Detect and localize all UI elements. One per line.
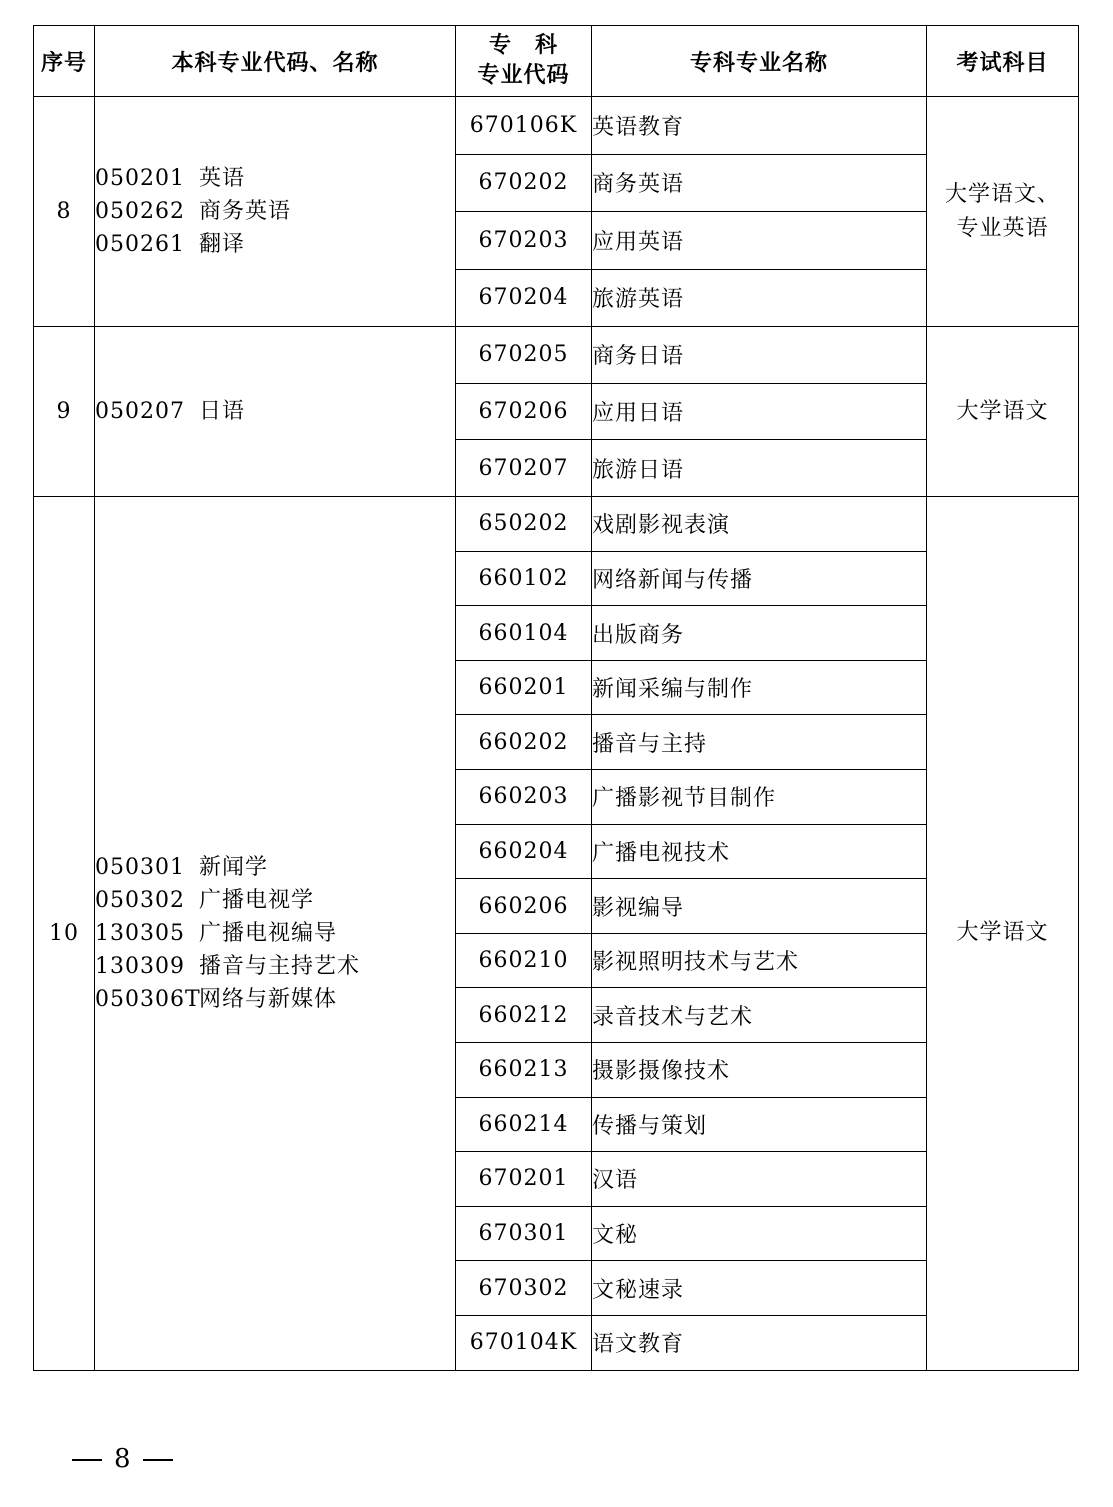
table-body (34, 97, 1079, 1371)
exam-subject-line: 专业英语 (956, 215, 1049, 241)
college-code-cell: 660213 (456, 1043, 592, 1098)
college-name-cell: 应用英语 (592, 212, 927, 270)
college-code-cell: 670204 (456, 269, 592, 327)
bachelor-major-code: 130305 (95, 920, 185, 946)
seq-cell: 8 (34, 97, 95, 327)
college-code-cell: 670205 (456, 327, 592, 384)
college-code-cell: 670106K (456, 97, 592, 155)
college-name-cell: 网络新闻与传播 (592, 551, 927, 606)
bachelor-major (95, 195, 455, 228)
bachelor-major (95, 228, 455, 261)
college-code-cell: 660202 (456, 715, 592, 770)
college-code-cell: 670301 (456, 1206, 592, 1261)
exam-subject-line: 大学语文、 (944, 181, 1060, 207)
college-code-cell: 670202 (456, 154, 592, 212)
college-name-cell: 戏剧影视表演 (592, 497, 927, 552)
college-code-cell: 670104K (456, 1315, 592, 1370)
college-code-cell: 660102 (456, 551, 592, 606)
footer-dash-right (143, 1459, 173, 1461)
college-name-cell: 影视编导 (592, 879, 927, 934)
bachelor-major-code: 050301 (95, 854, 185, 880)
college-name-cell: 广播电视技术 (592, 824, 927, 879)
college-name-cell: 汉语 (592, 1152, 927, 1207)
bachelor-major (95, 884, 455, 917)
college-name-cell: 新闻采编与制作 (592, 660, 927, 715)
bachelor-major-name: 翻译 (199, 232, 246, 257)
seq-cell: 9 (34, 327, 95, 497)
bachelor-major-name: 新闻学 (199, 854, 269, 880)
bachelor-major (95, 851, 455, 884)
header-college-code-line2: 专业代码 (477, 63, 570, 88)
college-name-cell: 影视照明技术与艺术 (592, 933, 927, 988)
college-code-cell: 660212 (456, 988, 592, 1043)
page-number: 8 (114, 1444, 131, 1474)
college-code-cell: 670203 (456, 212, 592, 270)
majors-table (33, 25, 1079, 1371)
bachelor-major-name: 广播电视学 (199, 887, 315, 913)
bachelor-major-code: 050207 (95, 399, 185, 425)
table-row (34, 97, 1079, 155)
college-name-cell: 旅游日语 (592, 440, 927, 497)
college-name-cell: 应用日语 (592, 383, 927, 440)
exam-subject-line: 大学语文 (956, 920, 1049, 946)
exam-subject-cell (927, 497, 1079, 1371)
header-college-code-line1: 专 科 (488, 33, 558, 58)
footer-dash-left (72, 1459, 102, 1461)
header-college-code (456, 26, 592, 97)
college-name-cell: 播音与主持 (592, 715, 927, 770)
bachelor-major-name: 商务英语 (199, 199, 292, 224)
header-seq: 序号 (34, 26, 95, 97)
college-name-cell: 文秘 (592, 1206, 927, 1261)
bachelor-major (95, 917, 455, 950)
college-code-cell: 660210 (456, 933, 592, 988)
bachelor-major-code: 050262 (95, 199, 185, 224)
college-code-cell: 660204 (456, 824, 592, 879)
college-name-cell: 摄影摄像技术 (592, 1043, 927, 1098)
college-name-cell: 录音技术与艺术 (592, 988, 927, 1043)
bachelor-major-code: 050302 (95, 887, 185, 913)
college-code-cell: 660206 (456, 879, 592, 934)
bachelor-cell (95, 97, 456, 327)
bachelor-major-name: 日语 (199, 399, 246, 425)
seq-cell: 10 (34, 497, 95, 1371)
page-footer (72, 1444, 173, 1474)
college-name-cell: 商务英语 (592, 154, 927, 212)
bachelor-major (95, 950, 455, 983)
bachelor-major-code: 050201 (95, 166, 185, 191)
college-name-cell: 出版商务 (592, 606, 927, 661)
header-row (34, 26, 1079, 97)
bachelor-major (95, 395, 455, 428)
college-code-cell: 660104 (456, 606, 592, 661)
bachelor-major-name: 广播电视编导 (199, 920, 338, 946)
exam-subject-cell (927, 327, 1079, 497)
college-name-cell: 文秘速录 (592, 1261, 927, 1316)
table-row (34, 497, 1079, 552)
bachelor-major-code: 130309 (95, 953, 185, 979)
bachelor-major-name: 网络与新媒体 (199, 986, 338, 1012)
exam-subject-line: 大学语文 (956, 398, 1049, 424)
bachelor-major-name: 播音与主持艺术 (199, 953, 361, 979)
college-code-cell: 670207 (456, 440, 592, 497)
college-code-cell: 670201 (456, 1152, 592, 1207)
college-code-cell: 670302 (456, 1261, 592, 1316)
exam-subject-cell (927, 97, 1079, 327)
college-code-cell: 670206 (456, 383, 592, 440)
bachelor-major (95, 983, 455, 1016)
college-code-cell: 660201 (456, 660, 592, 715)
table-row (34, 327, 1079, 384)
header-college-name: 专科专业名称 (592, 26, 927, 97)
header-exam-subject: 考试科目 (927, 26, 1079, 97)
bachelor-major (95, 162, 455, 195)
college-name-cell: 广播影视节目制作 (592, 770, 927, 825)
bachelor-major-name: 英语 (199, 166, 246, 191)
college-code-cell: 650202 (456, 497, 592, 552)
bachelor-cell (95, 497, 456, 1371)
header-bachelor: 本科专业代码、名称 (95, 26, 456, 97)
college-code-cell: 660214 (456, 1097, 592, 1152)
bachelor-major-code: 050306T (95, 986, 201, 1012)
bachelor-major-code: 050261 (95, 232, 185, 257)
college-name-cell: 英语教育 (592, 97, 927, 155)
college-name-cell: 商务日语 (592, 327, 927, 384)
college-name-cell: 语文教育 (592, 1315, 927, 1370)
college-name-cell: 旅游英语 (592, 269, 927, 327)
college-code-cell: 660203 (456, 770, 592, 825)
college-name-cell: 传播与策划 (592, 1097, 927, 1152)
bachelor-cell (95, 327, 456, 497)
